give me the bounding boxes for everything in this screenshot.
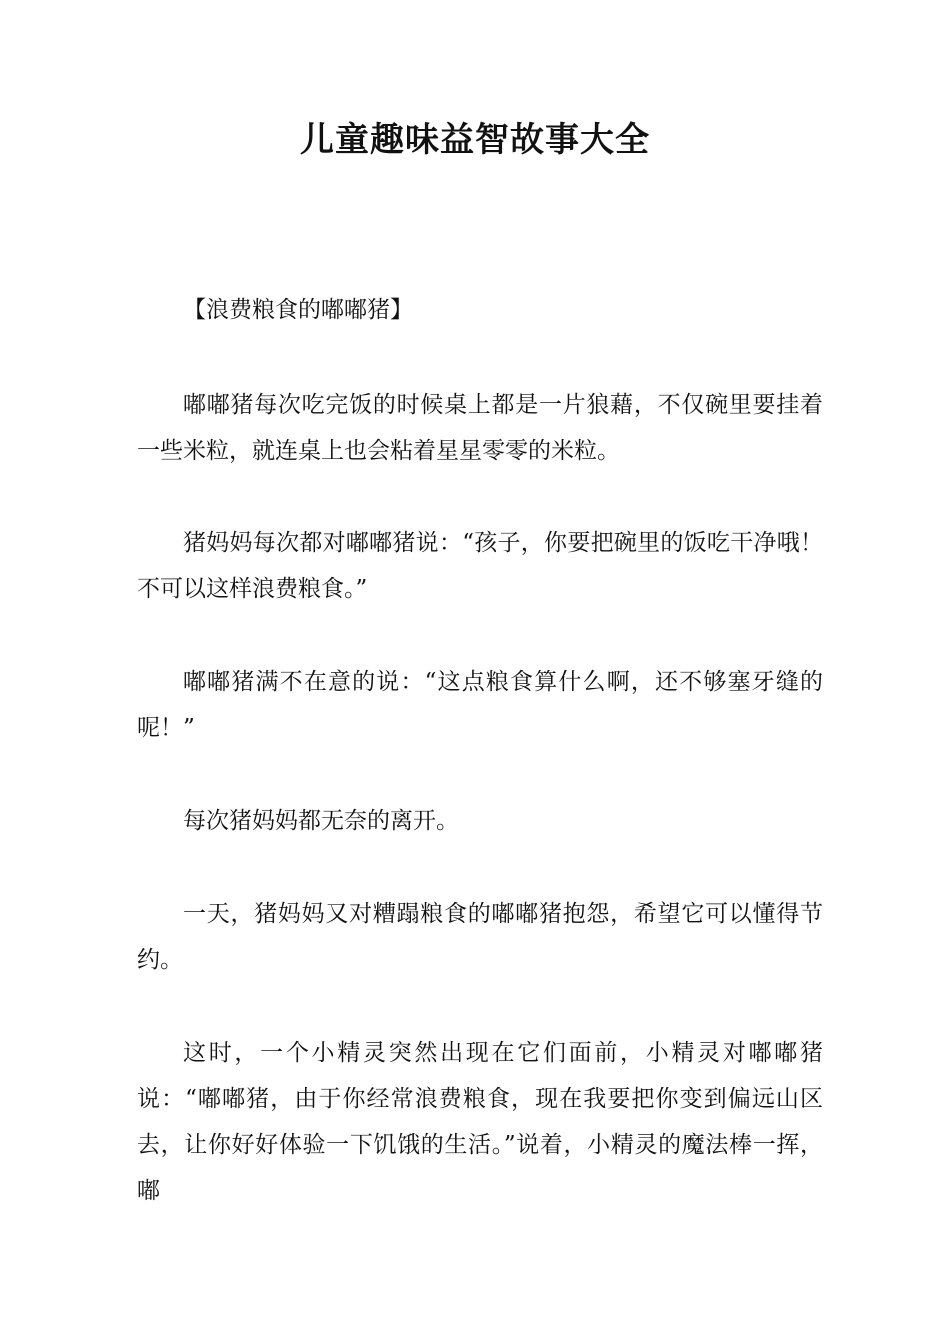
section-heading: 【浪费粮食的嘟嘟猪】 [183, 297, 413, 323]
paragraph-6: 这时，一个小精灵突然出现在它们面前，小精灵对嘟嘟猪说：“嘟嘟猪，由于你经常浪费粮食，现在我要把你变到偏远山区去，让你好好体验一下饥饿的生活。”说着，小精灵的魔法棒一挥，嘟 [137, 1040, 823, 1204]
paragraph-2: 猪妈妈每次都对嘟嘟猪说：“孩子，你要把碗里的饭吃干净哦！不可以这样浪费粮食。” [137, 530, 823, 602]
paragraph-1: 嘟嘟猪每次吃完饭的时候桌上都是一片狼藉，不仅碗里要挂着一些米粒，就连桌上也会粘着星星零零的米粒。 [137, 392, 823, 464]
document-title: 儿童趣味益智故事大全 [300, 120, 650, 160]
paragraph-4: 每次猪妈妈都无奈的离开。 [183, 808, 459, 834]
paragraph-5: 一天，猪妈妈又对糟蹋粮食的嘟嘟猪抱怨，希望它可以懂得节约。 [137, 901, 823, 973]
paragraph-3: 嘟嘟猪满不在意的说：“这点粮食算什么啊，还不够塞牙缝的呢！” [137, 669, 823, 741]
